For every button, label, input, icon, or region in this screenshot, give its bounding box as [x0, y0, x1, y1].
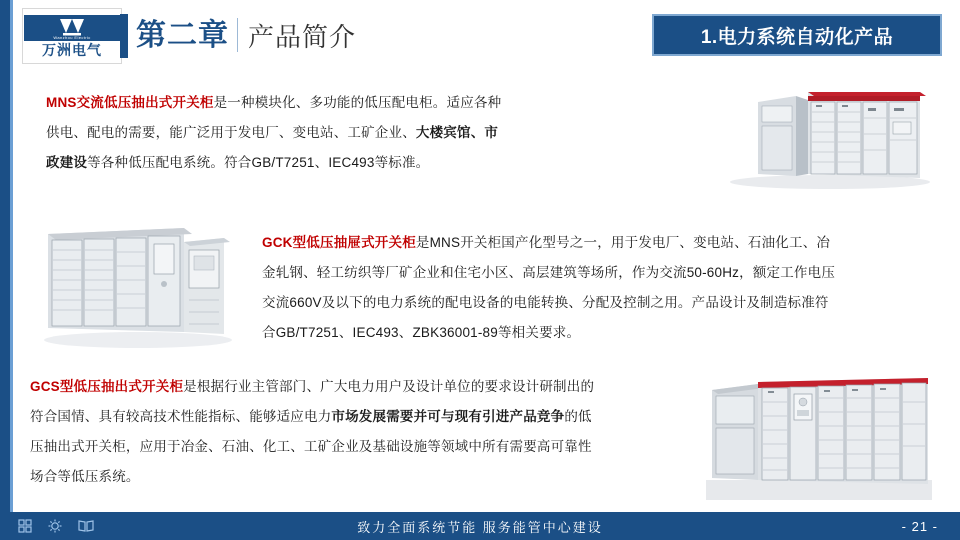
- paragraph-gcs-bold-1: 市场发展需要并可与现有引进产品竞争: [331, 409, 565, 424]
- paragraph-mns-bold-1: 大楼宾馆、市政建设: [46, 125, 499, 170]
- paragraph-gcs-lead: GCS型低压抽出式开关柜: [30, 379, 184, 394]
- paragraph-gck: [262, 228, 842, 348]
- paragraph-mns: [46, 88, 506, 178]
- left-accent-bar-inner: [10, 0, 13, 540]
- paragraph-mns-body-2: 等各种低压配电系统。符合GB/T7251、IEC493等标准。: [87, 155, 430, 170]
- chapter-subtitle: 产品简介: [248, 22, 357, 52]
- paragraph-mns-body-1: 是一种模块化、多功能的低压配电柜。适应各种供电、配电的需要，能广泛用于发电厂、变电站、工矿企业、: [46, 95, 502, 140]
- paragraph-mns-lead: MNS交流低压抽出式开关柜: [46, 95, 214, 110]
- image-mns-switchgear: [700, 78, 932, 190]
- logo-chinese-name: 万洲电气: [42, 42, 102, 58]
- left-accent-bar: [0, 0, 10, 540]
- paragraph-gck-body: 是MNS开关柜国产化型号之一，用于发电厂、变电站、石油化工、冶金轧钢、轻工纺织等厂矿企业和住宅小区、高层建筑等场所，作为交流50-60Hz，额定工作电压交流660V及以下的电力系统的配电设备的电能转换、分配及控制之用。产品设计及制造标准符合GB/T7251、IEC493、ZBK36001-89等相关要求。: [262, 235, 836, 340]
- paragraph-gcs-body-1: 是根据行业主管部门、广大电力用户及设计单位的要求设计研制出的符合国情、具有较高技术性能指标、能够适应电力: [30, 379, 595, 424]
- image-gcs-switchgear: [706, 368, 932, 500]
- chapter-accent-bar: [120, 14, 128, 58]
- slide-footer: [0, 512, 960, 540]
- chapter-title: 第二章: [136, 19, 229, 52]
- company-logo: [22, 8, 122, 64]
- paragraph-gcs-body-2: 的低压抽出式开关柜，应用于冶金、石油、化工、工矿企业及基础设施等领域中所有需要高可靠性场合等低压系统。: [30, 409, 592, 484]
- paragraph-gcs: [30, 372, 600, 492]
- section-tag: [652, 14, 942, 56]
- logo-mark-icon: [24, 15, 120, 41]
- footer-slogan: 致力全面系统节能 服务能管中心建设: [357, 519, 603, 535]
- slide-header: [0, 0, 960, 72]
- page-number: - 21 -: [901, 518, 938, 534]
- section-tag-label: 1.电力系统自动化产品: [700, 26, 894, 48]
- chapter-divider: [237, 18, 238, 52]
- paragraph-gck-lead: GCK型低压抽屉式开关柜: [262, 235, 416, 250]
- logo-english-name: Wanzhou Electric: [53, 35, 91, 40]
- image-gck-switchgear: [34, 208, 242, 350]
